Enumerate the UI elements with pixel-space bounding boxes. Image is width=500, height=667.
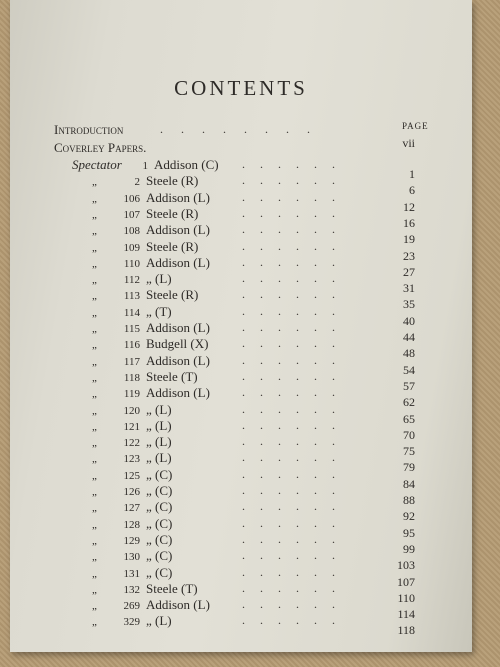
contents-entry <box>92 402 172 418</box>
paper-author: Addison (L) <box>146 222 210 238</box>
paper-number: 109 <box>123 241 140 254</box>
paper-number: 329 <box>123 616 140 629</box>
ditto-mark: „ <box>92 437 97 450</box>
contents-entry <box>92 255 210 271</box>
page-number: 88 <box>403 493 415 507</box>
page-number: 114 <box>397 607 415 622</box>
leader-dots: . . . . . . <box>242 336 335 351</box>
page-number: 92 <box>403 509 415 524</box>
page-number: 35 <box>403 297 415 312</box>
paper-number: 129 <box>123 534 140 547</box>
contents-entry <box>92 581 198 597</box>
paper-author: Steele (R) <box>146 287 199 303</box>
paper-number: 125 <box>123 469 140 482</box>
spectator-label: Spectator <box>72 157 122 172</box>
paper-author: Addison (L) <box>146 254 210 270</box>
contents-entry <box>92 336 208 352</box>
ditto-mark: „ <box>92 274 97 287</box>
paper-author: „ (C) <box>146 564 173 580</box>
page-number: 84 <box>403 476 415 491</box>
contents-entry <box>92 467 172 483</box>
page-number: 65 <box>403 411 415 426</box>
contents-entry <box>92 353 210 369</box>
leader-dots: . . . . . . <box>242 450 335 465</box>
leader-dots: . . . . . . <box>242 352 335 367</box>
contents-entry <box>92 385 210 401</box>
paper-number: 122 <box>123 437 140 450</box>
page-number: 99 <box>403 541 415 556</box>
ditto-mark: „ <box>92 241 97 254</box>
paper-number: 110 <box>123 257 140 270</box>
page-number: 57 <box>403 378 415 393</box>
page-title: CONTENTS <box>174 76 308 100</box>
leader-dots: . . . . . . . . <box>160 122 310 136</box>
contents-entry <box>92 271 172 287</box>
leader-dots: . . . . . . <box>242 385 335 400</box>
paper-number: 113 <box>123 290 140 303</box>
paper-number: 112 <box>123 274 140 287</box>
ditto-mark: „ <box>92 355 97 368</box>
ditto-mark: „ <box>92 257 97 270</box>
contents-entry <box>92 173 198 189</box>
ditto-mark: „ <box>92 518 97 531</box>
ditto-mark: „ <box>92 339 97 352</box>
leader-dots: . . . . . . <box>242 434 335 449</box>
paper-author: „ (C) <box>146 548 173 564</box>
paper-author: „ (L) <box>146 450 172 466</box>
leader-dots: . . . . . . <box>242 238 335 253</box>
paper-author: Addison (L) <box>146 597 210 613</box>
paper-number: 115 <box>123 323 140 335</box>
ditto-mark: „ <box>92 208 97 221</box>
paper-number: 269 <box>123 600 140 613</box>
ditto-mark: „ <box>92 306 97 319</box>
paper-author: „ (C) <box>146 515 173 531</box>
contents-entry <box>92 597 210 613</box>
ditto-mark: „ <box>92 323 97 335</box>
paper-number: 126 <box>123 486 140 498</box>
book-page <box>10 0 472 652</box>
paper-number: 120 <box>123 404 140 417</box>
ditto-mark: „ <box>92 534 97 547</box>
leader-dots: . . . . . . <box>242 254 335 269</box>
ditto-mark: „ <box>92 600 97 613</box>
paper-author: Steele (T) <box>146 580 198 596</box>
leader-dots: . . . . . . <box>242 303 335 318</box>
contents-entry <box>92 190 210 206</box>
leader-dots: . . . . . . <box>242 548 335 563</box>
paper-author: Steele (R) <box>146 173 199 189</box>
leader-dots: . . . . . . <box>242 401 335 416</box>
paper-number: 128 <box>123 518 140 531</box>
paper-author: „ (C) <box>146 466 173 482</box>
paper-number: 2 <box>134 176 140 189</box>
ditto-mark: „ <box>92 551 97 564</box>
ditto-mark: „ <box>92 486 97 498</box>
ditto-mark: „ <box>92 290 97 303</box>
contents-entry <box>92 418 172 434</box>
page-number: 31 <box>403 281 415 296</box>
leader-dots: . . . . . . <box>242 564 335 579</box>
contents-entry <box>92 532 172 548</box>
page-number: 79 <box>403 460 415 475</box>
page-number: 48 <box>403 346 415 361</box>
leader-dots: . . . . . . <box>242 531 335 546</box>
page-number: 27 <box>403 264 415 279</box>
leader-dots: . . . . . . <box>242 173 335 188</box>
leader-dots: . . . . . . <box>242 271 335 286</box>
paper-number: 132 <box>123 583 140 596</box>
ditto-mark: „ <box>92 616 97 629</box>
paper-number: 114 <box>123 306 140 319</box>
page-number: 16 <box>403 215 415 230</box>
paper-author: „ (C) <box>146 483 173 498</box>
paper-number: 1 <box>142 160 148 172</box>
leader-dots: . . . . . . <box>242 368 335 383</box>
page-number: 6 <box>409 183 415 198</box>
paper-author: „ (C) <box>146 499 173 515</box>
page-number: 107 <box>397 574 415 589</box>
leader-dots: . . . . . . <box>242 205 335 220</box>
leader-dots: . . . . . . <box>242 189 335 204</box>
ditto-mark: „ <box>92 453 97 466</box>
page-number: 118 <box>397 623 415 638</box>
contents-entry <box>92 565 172 581</box>
paper-number: 107 <box>123 208 140 221</box>
contents-entry <box>92 516 172 532</box>
section-row <box>54 140 146 156</box>
paper-number: 118 <box>123 371 140 384</box>
contents-entry <box>92 548 172 564</box>
paper-author: Steele (R) <box>146 205 199 221</box>
page-number: 23 <box>403 248 415 263</box>
intro-label: Introduction <box>54 122 124 137</box>
contents-entry <box>92 613 172 629</box>
intro-page: vii <box>402 136 415 150</box>
ditto-mark: „ <box>92 420 97 433</box>
contents-entry <box>92 206 198 222</box>
leader-dots: . . . . . . <box>242 320 335 334</box>
paper-number: 108 <box>123 225 140 238</box>
leader-dots: . . . . . . <box>242 580 335 595</box>
paper-author: „ (T) <box>146 303 172 319</box>
page-column-header: PAGE <box>402 121 429 131</box>
leader-dots: . . . . . . <box>242 157 335 171</box>
paper-number: 121 <box>123 420 140 433</box>
paper-number: 119 <box>123 388 140 401</box>
paper-number: 130 <box>123 551 140 564</box>
page-number: 70 <box>403 427 415 442</box>
page-number: 75 <box>403 444 415 459</box>
leader-dots: . . . . . . <box>242 417 335 432</box>
leader-dots: . . . . . . <box>242 613 335 628</box>
page-number: 44 <box>403 330 415 344</box>
contents-entry <box>92 304 172 320</box>
paper-author: „ (L) <box>146 417 172 433</box>
page-number: 19 <box>403 232 415 247</box>
ditto-mark: „ <box>92 567 97 580</box>
page-number: 110 <box>397 590 415 605</box>
leader-dots: . . . . . . <box>242 515 335 530</box>
page-number: 62 <box>403 395 415 410</box>
paper-number: 127 <box>123 502 140 515</box>
paper-author: „ (L) <box>146 434 172 450</box>
ditto-mark: „ <box>92 176 97 189</box>
paper-author: „ (L) <box>146 271 172 287</box>
paper-number: 131 <box>123 567 140 580</box>
ditto-mark: „ <box>92 225 97 238</box>
contents-entry <box>92 450 172 466</box>
paper-author: Addison (C) <box>154 157 219 172</box>
section-label: Coverley Papers. <box>54 140 147 155</box>
paper-number: 117 <box>123 355 140 368</box>
page-number: 12 <box>403 199 415 214</box>
contents-entry <box>92 499 172 515</box>
page-number: 95 <box>403 525 415 540</box>
paper-author: „ (C) <box>146 531 173 547</box>
contents-entry <box>120 157 219 173</box>
paper-author: Budgell (X) <box>146 336 209 352</box>
ditto-mark: „ <box>92 371 97 384</box>
page-number: 54 <box>403 362 415 377</box>
leader-dots: . . . . . . <box>242 597 335 612</box>
contents-entry <box>92 369 198 385</box>
ditto-mark: „ <box>92 583 97 596</box>
paper-author: Addison (L) <box>146 385 210 401</box>
leader-dots: . . . . . . <box>242 287 335 302</box>
contents-entry <box>92 287 198 303</box>
contents-entry <box>92 222 210 238</box>
ditto-mark: „ <box>92 388 97 401</box>
leader-dots: . . . . . . <box>242 499 335 514</box>
contents-entry <box>92 320 210 336</box>
spectator-label-row <box>72 157 122 173</box>
contents-entry <box>92 483 172 499</box>
paper-number: 116 <box>123 339 140 352</box>
paper-author: Addison (L) <box>146 320 210 335</box>
leader-dots: . . . . . . <box>242 222 335 237</box>
ditto-mark: „ <box>92 404 97 417</box>
paper-number: 123 <box>123 453 140 466</box>
contents-entry <box>92 239 198 255</box>
paper-author: „ (L) <box>146 401 172 417</box>
page-number: 1 <box>409 167 415 181</box>
ditto-mark: „ <box>92 469 97 482</box>
ditto-mark: „ <box>92 192 97 205</box>
intro-row <box>54 122 123 138</box>
page-number: 103 <box>397 558 415 573</box>
page-number: 40 <box>403 313 415 328</box>
paper-author: Steele (T) <box>146 368 198 384</box>
leader-dots: . . . . . . <box>242 466 335 481</box>
paper-author: Addison (L) <box>146 352 210 368</box>
paper-author: Addison (L) <box>146 189 210 205</box>
paper-author: Steele (R) <box>146 238 199 254</box>
leader-dots: . . . . . . <box>242 483 335 497</box>
paper-author: „ (L) <box>146 613 172 629</box>
contents-entry <box>92 434 172 450</box>
paper-number: 106 <box>123 192 140 205</box>
ditto-mark: „ <box>92 502 97 515</box>
